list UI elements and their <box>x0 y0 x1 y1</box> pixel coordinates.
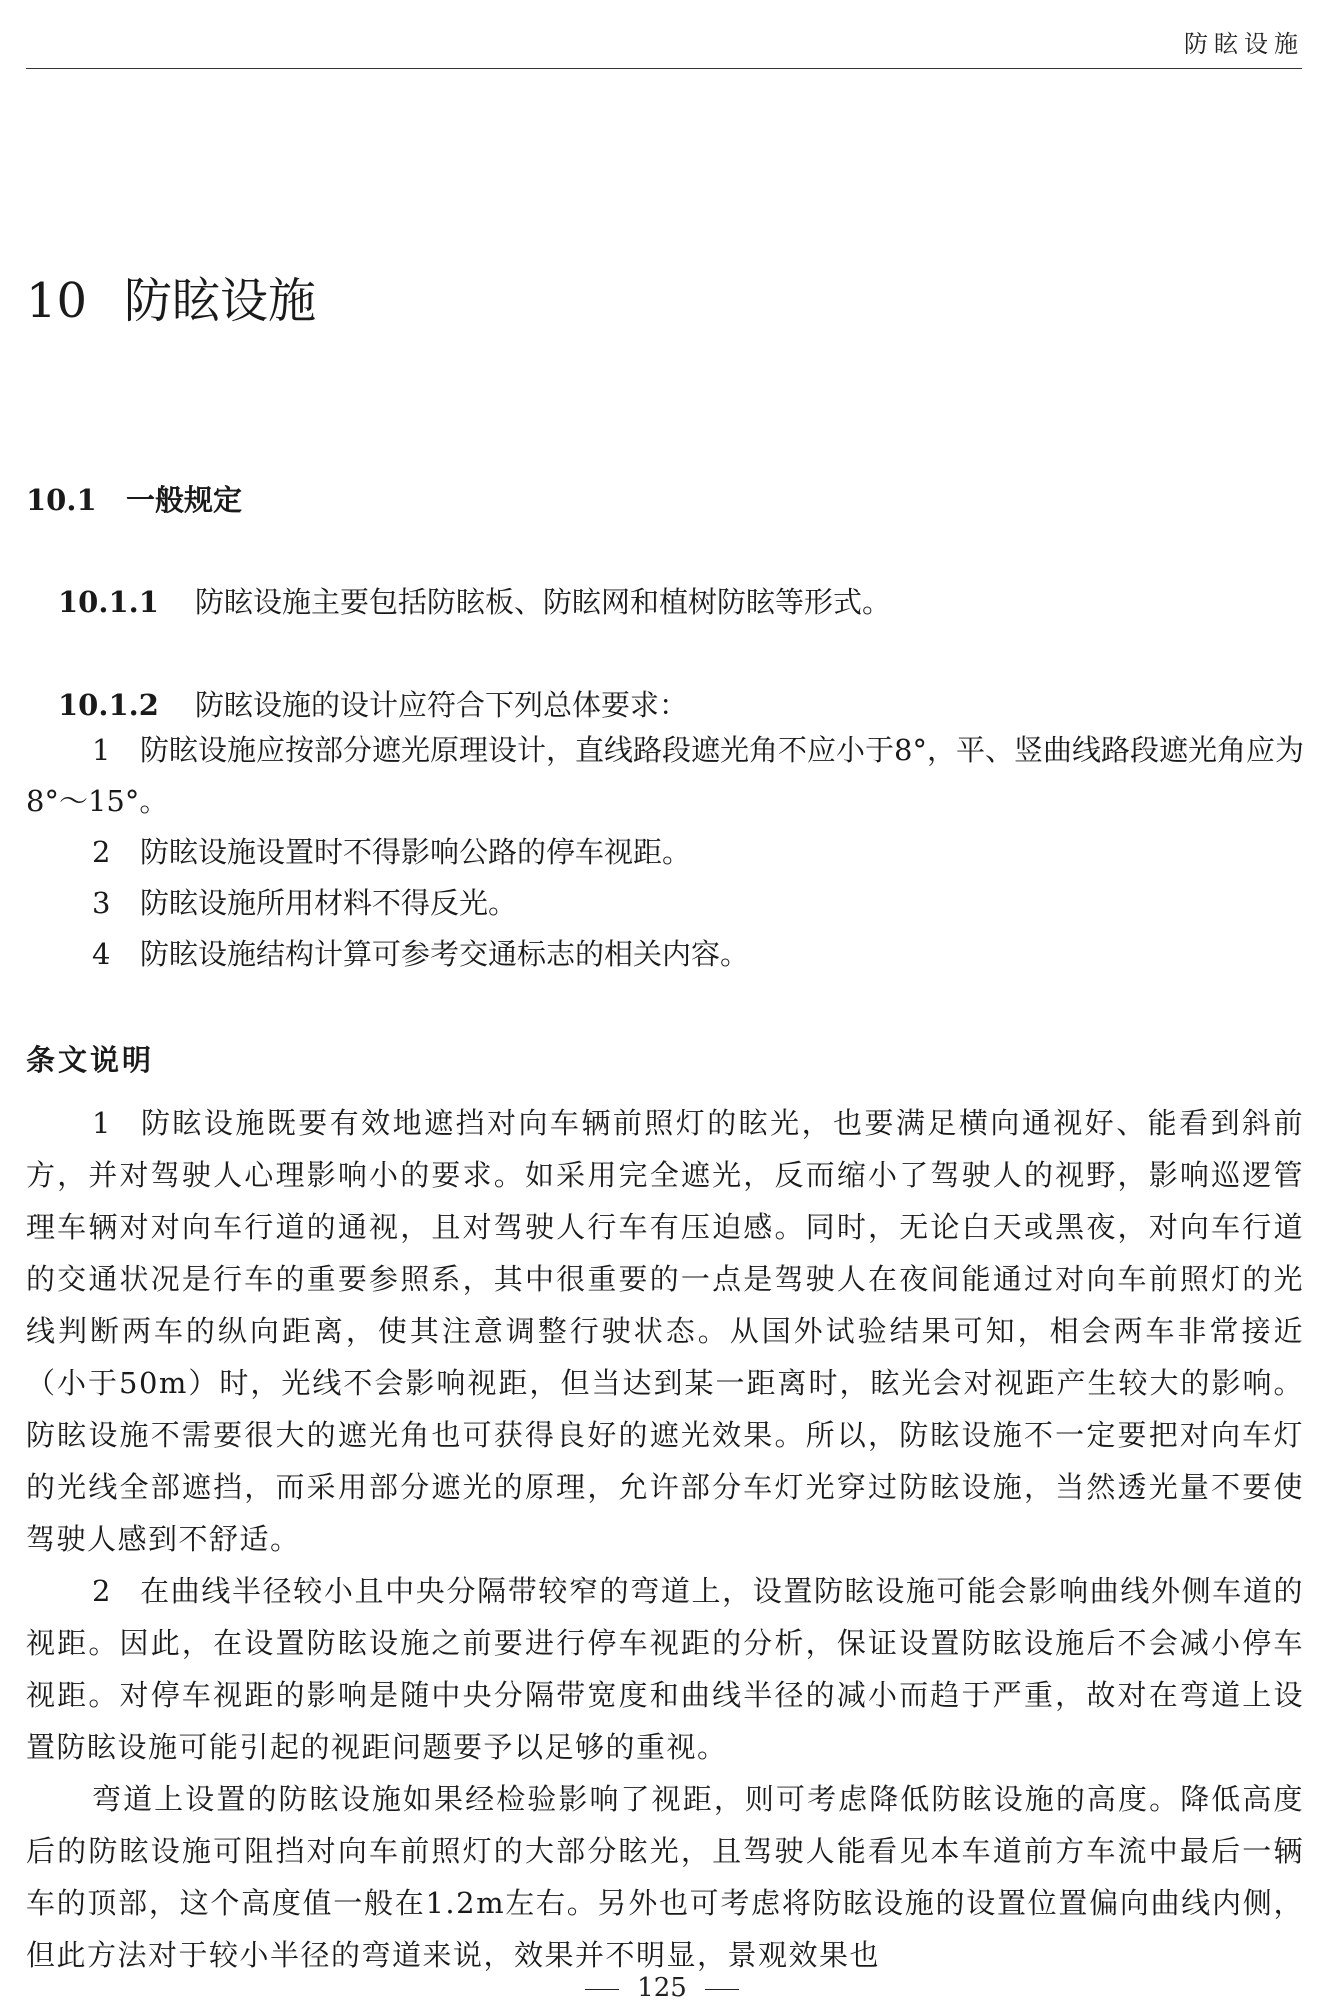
section-title <box>26 478 242 519</box>
list-item-number: 4 <box>92 937 111 971</box>
list-item-text: 防眩设施结构计算可参考交通标志的相关内容。 <box>140 937 750 971</box>
page-number <box>0 1973 1324 2003</box>
requirement-list <box>26 725 1304 980</box>
list-item <box>26 827 1304 878</box>
page-number-dash-left <box>585 1989 619 1990</box>
chapter-number: 10 <box>26 273 88 329</box>
clause-text: 防眩设施的设计应符合下列总体要求： <box>195 688 689 722</box>
list-item-text: 防眩设施所用材料不得反光。 <box>140 886 518 920</box>
list-item <box>26 878 1304 929</box>
explanation-paragraph <box>26 1565 1304 1773</box>
paragraph-text: 弯道上设置的防眩设施如果经检验影响了视距，则可考虑降低防眩设施的高度。降低高度后的防眩设施可阻挡对向车前照灯的大部分眩光，且驾驶人能看见本车道前方车流中最后一辆车的顶部，这个高度值一般在1.2m左右。另外也可考虑将防眩设施的设置位置偏向曲线内侧，但此方法对于较小半径的弯道来说，效果并不明显，景观效果也 <box>26 1782 1304 1972</box>
clause <box>58 580 891 621</box>
running-header-title: 防眩设施 <box>1184 30 1304 58</box>
paragraph-number: 2 <box>92 1574 112 1608</box>
chapter-title <box>26 262 316 331</box>
page-number-text: 125 <box>637 1973 687 2003</box>
list-item-number: 3 <box>92 886 111 920</box>
section-number: 10.1 <box>26 483 97 517</box>
chapter-title-text: 防眩设施 <box>124 273 317 329</box>
paragraph-text: 防眩设施既要有效地遮挡对向车辆前照灯的眩光，也要满足横向通视好、能看到斜前方，并对驾驶人心理影响小的要求。如采用完全遮光，反而缩小了驾驶人的视野，影响巡逻管理车辆对对向车行道的通视，且对驾驶人行车有压迫感。同时，无论白天或黑夜，对向车行道的交通状况是行车的重要参照系，其中很重要的一点是驾驶人在夜间能通过对向车前照灯的光线判断两车的纵向距离，使其注意调整行驶状态。从国外试验结果可知，相会两车非常接近（小于50m）时，光线不会影响视距，但当达到某一距离时，眩光会对视距产生较大的影响。防眩设施不需要很大的遮光角也可获得良好的遮光效果。所以，防眩设施不一定要把对向车灯的光线全部遮挡，而采用部分遮光的原理，允许部分车灯光穿过防眩设施，当然透光量不要使驾驶人感到不舒适。 <box>26 1106 1304 1556</box>
list-item <box>26 725 1304 827</box>
clause-text: 防眩设施主要包括防眩板、防眩网和植树防眩等形式。 <box>195 585 892 619</box>
explanation-paragraph <box>26 1097 1304 1565</box>
list-item <box>26 929 1304 980</box>
explanation-body <box>26 1097 1304 1981</box>
clause-number: 10.1.2 <box>58 688 159 722</box>
list-item-number: 1 <box>92 733 111 767</box>
paragraph-text: 在曲线半径较小且中央分隔带较窄的弯道上，设置防眩设施可能会影响曲线外侧车道的视距。因此，在设置防眩设施之前要进行停车视距的分析，保证设置防眩设施后不会减小停车视距。对停车视距的影响是随中央分隔带宽度和曲线半径的减小而趋于严重，故对在弯道上设置防眩设施可能引起的视距问题要予以足够的重视。 <box>26 1574 1304 1764</box>
list-item-number: 2 <box>92 835 111 869</box>
clause <box>58 683 688 724</box>
paragraph-number: 1 <box>92 1106 112 1140</box>
explanation-paragraph <box>26 1773 1304 1981</box>
clause-number: 10.1.1 <box>58 585 159 619</box>
list-item-text: 防眩设施应按部分遮光原理设计，直线路段遮光角不应小于8°，平、竖曲线路段遮光角应为8°～15°。 <box>26 733 1304 818</box>
header-rule <box>26 68 1302 69</box>
list-item-text: 防眩设施设置时不得影响公路的停车视距。 <box>140 835 692 869</box>
explanation-title: 条文说明 <box>26 1043 155 1077</box>
section-title-text: 一般规定 <box>126 483 243 517</box>
page-number-dash-right <box>705 1989 739 1990</box>
